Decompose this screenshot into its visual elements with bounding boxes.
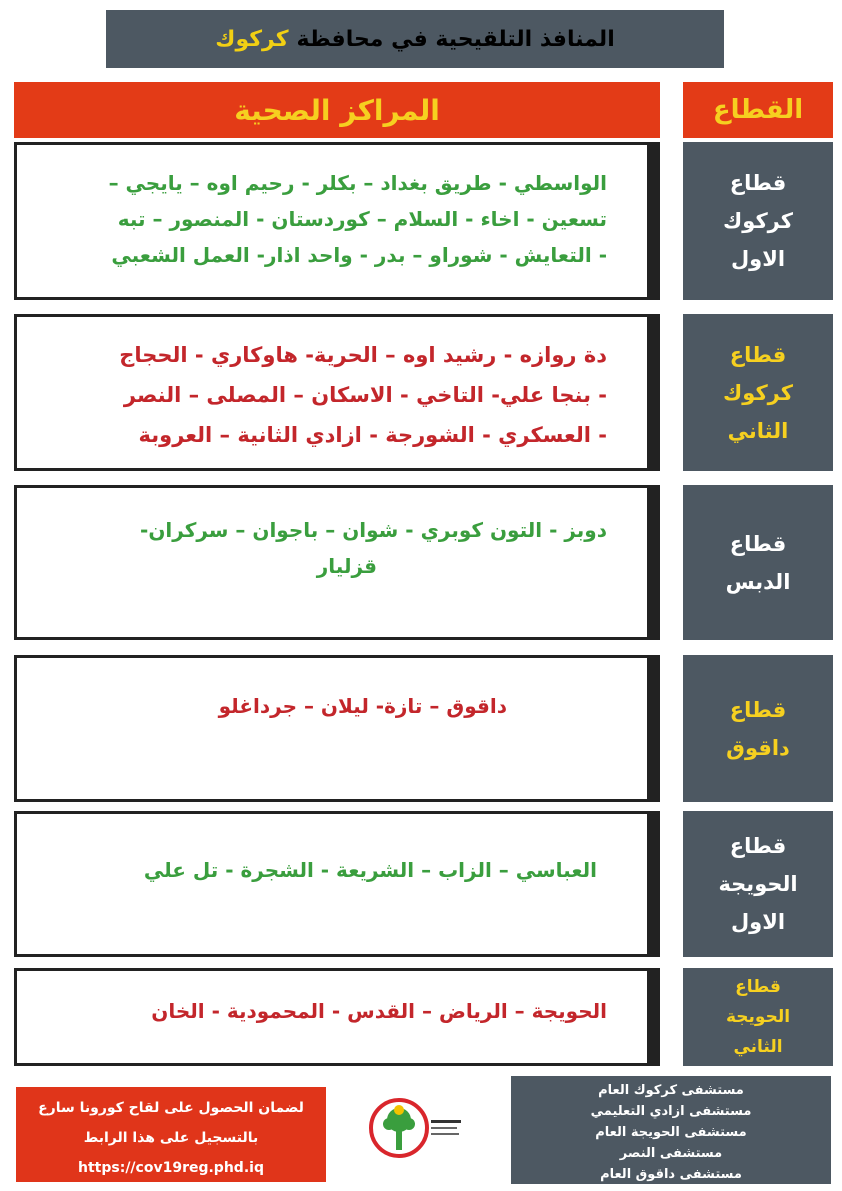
sector-daquq [683,655,833,802]
sector-line: داقوق [726,735,790,760]
header-sector: القطاع [683,82,833,138]
ministry-logo [365,1092,465,1172]
sector-line: قطاع [729,171,787,195]
centers-line: الواسطي - طريق بغداد – بكلر - رحيم اوه – يايجي – [108,171,607,195]
sector-kirkuk-1 [683,142,833,300]
hospitals-box [511,1076,831,1184]
sector-hawija-2 [683,968,833,1066]
centers-line: الحويجة – الرياض – القدس - المحمودية - الخان [151,999,607,1023]
sector-line: قطاع [729,834,787,858]
hospital-item: مستشفى النصر [619,1146,723,1161]
centers-box-hawija-2 [14,968,660,1066]
registration-line: بالتسجيل على هذا الرابط [83,1130,259,1146]
hospital-item: مستشفى ازادي التعليمي [590,1104,752,1119]
centers-line: العباسي – الزاب – الشريعة - الشجرة - تل علي [143,858,597,882]
centers-line: - العسكري - الشورجة - ازادي الثانية – العروبة [138,423,607,447]
sector-line: قطاع [729,342,787,367]
sector-line: قطاع [735,977,781,997]
centers-line: داقوق – تازة- ليلان – جرداغلو [218,694,507,718]
sector-dibis [683,485,833,640]
sector-line: الثاني [727,418,789,443]
page-title [106,10,724,68]
hospital-item: مستشفى داقوق العام [600,1167,742,1182]
centers-line: قزليار [316,554,377,578]
centers-line: دة روازه - رشيد اوه – الحرية- هاوكاري - الحجاج [119,343,607,367]
centers-line: تسعين - اخاء - السلام – كوردستان - المنصور – تبه [117,207,607,231]
centers-box-hawija-1 [14,811,660,957]
hospital-item: مستشفى الحويجة العام [595,1125,747,1140]
registration-box [16,1087,326,1182]
centers-box-kirkuk-1 [14,142,660,300]
sector-line: الاول [730,247,786,271]
centers-box-dibis [14,485,660,640]
sector-kirkuk-2 [683,314,833,471]
sector-line: الدبس [725,569,791,594]
sector-line: كركوك [723,209,793,233]
sector-line: الحويجة [718,872,798,896]
sector-line: الثاني [733,1037,783,1057]
centers-line: - التعايش - شوراو – بدر - واحد اذار- العمل الشعبي [111,243,607,267]
centers-line: - بنجا علي- التاخي - الاسكان – المصلى – النصر [123,383,607,407]
hospital-item: مستشفى كركوك العام [598,1083,744,1098]
registration-link[interactable]: https://cov19reg.phd.iq [78,1160,264,1176]
registration-line: لضمان الحصول على لقاح كورونا سارع [38,1100,304,1116]
centers-line: دوبز - التون كوبري - شوان – باجوان – سركران- [140,518,607,542]
title-text: المنافذ التلقيحية في محافظة [296,26,615,52]
header-centers: المراكز الصحية [14,82,660,138]
sector-line: كركوك [723,380,793,405]
sector-line: الحويجة [725,1007,791,1027]
sector-line: قطاع [729,531,787,556]
sector-line: قطاع [729,697,787,722]
centers-box-kirkuk-2 [14,314,660,471]
centers-box-daquq [14,655,660,802]
sector-hawija-1 [683,811,833,957]
sector-line: الاول [730,910,786,934]
title-highlight: كركوك [215,26,289,52]
